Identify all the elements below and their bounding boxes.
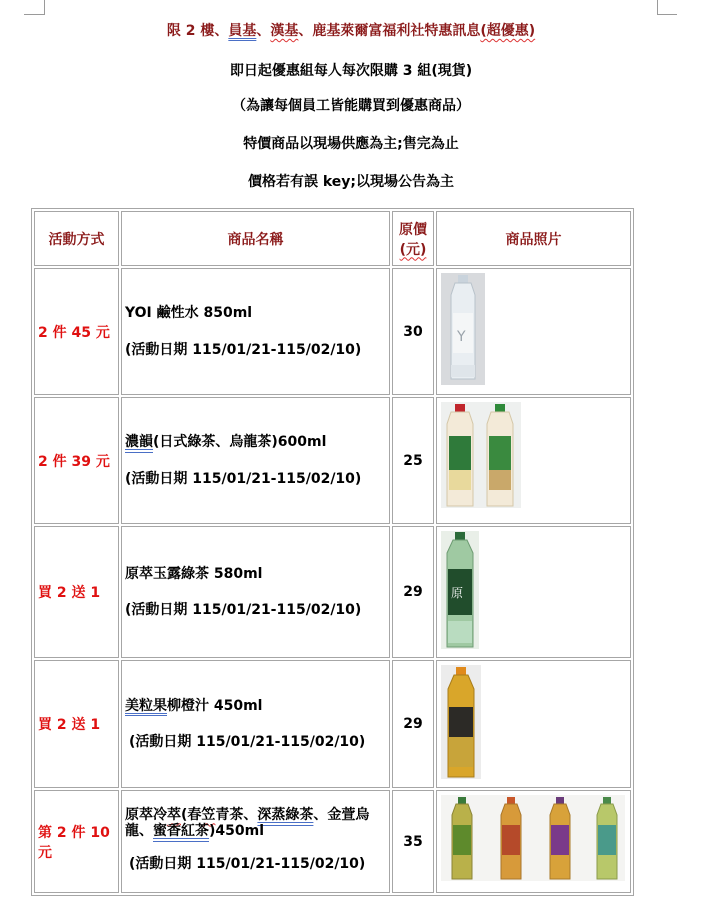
table-header-row	[34, 211, 631, 266]
purchase-reason-line: （為讓每個員工皆能購買到優惠商品）	[232, 98, 470, 114]
svg-text:Y: Y	[457, 329, 466, 345]
name-part: 萃	[167, 807, 181, 824]
yoi-water-bottle-image	[441, 273, 485, 385]
original-price: 29	[392, 526, 434, 658]
header-product-name: 商品名稱	[121, 211, 390, 266]
table-row	[34, 526, 631, 658]
title-word-2: 漢基	[270, 23, 299, 39]
name-part: 龍、	[125, 823, 153, 840]
product-name: YOI 鹼性水 850ml	[125, 305, 253, 322]
name-part: 深蒸綠茶	[257, 807, 314, 824]
product-photo	[436, 790, 631, 893]
original-price: 29	[392, 660, 434, 788]
title-prefix: 限 2 樓、	[166, 23, 229, 39]
header-price-top: 原價	[399, 221, 427, 238]
product-name-cell	[121, 660, 390, 788]
promotion-table	[31, 208, 634, 896]
promo-period: (活動日期 115/01/21-115/02/10)	[129, 734, 366, 750]
header-price-bottom: (元)	[399, 241, 427, 258]
header-original-price	[392, 211, 434, 266]
name-part: 、金萱烏	[313, 807, 370, 824]
name-part: 原萃冷	[125, 807, 167, 824]
product-name-prefix: 濃韻	[125, 434, 153, 451]
name-part: )450ml	[209, 823, 265, 840]
promo-method: 第 2 件 10 元	[34, 790, 119, 893]
yuancui-green-tea-bottle-image	[441, 531, 479, 649]
product-name-cell	[121, 268, 390, 395]
product-name-cell	[121, 790, 390, 893]
header-method: 活動方式	[34, 211, 119, 266]
nongyun-tea-bottles-image	[441, 402, 521, 508]
purchase-limit-line: 即日起優惠組每人每次限購 3 組(現貨)	[229, 63, 473, 79]
product-name: 原萃玉露綠茶 580ml	[125, 565, 263, 582]
price-notice-line: 價格若有誤 key;以現場公告為主	[247, 174, 455, 190]
promo-period: (活動日期 115/01/21-115/02/10)	[125, 602, 362, 618]
title-middle: 、鹿基萊爾富福利社特惠訊息	[298, 23, 481, 39]
header-product-photo: 商品照片	[436, 211, 631, 266]
product-name-rest: 柳橙汁 450ml	[167, 697, 263, 714]
product-name-cell	[121, 397, 390, 524]
name-part: 笠	[201, 807, 216, 824]
promo-method: 2 件 39 元	[34, 397, 119, 524]
product-name	[125, 807, 389, 839]
product-photo	[436, 526, 631, 658]
table-row	[34, 397, 631, 524]
promo-method: 買 2 送 1	[34, 526, 119, 658]
promo-method: 買 2 送 1	[34, 660, 119, 788]
product-photo	[436, 397, 631, 524]
name-part: 青茶、	[215, 807, 258, 824]
crop-mark-top-left	[24, 14, 44, 15]
product-name	[125, 434, 389, 450]
original-price: 35	[392, 790, 434, 893]
yuancui-cold-brew-bottles-image	[441, 795, 625, 881]
title-separator: 、	[256, 23, 271, 39]
name-part: (春	[181, 807, 202, 824]
promo-period: (活動日期 115/01/21-115/02/10)	[129, 855, 366, 872]
promo-period: (活動日期 115/01/21-115/02/10)	[125, 470, 362, 487]
title-word-3: (超優惠)	[480, 23, 536, 39]
orange-juice-bottle-image	[441, 665, 481, 779]
crop-mark-top-right	[657, 14, 677, 15]
promo-method: 2 件 45 元	[34, 268, 119, 395]
original-price: 30	[392, 268, 434, 395]
announcement-title	[0, 20, 702, 40]
product-name-prefix: 美粒果	[125, 697, 167, 714]
crop-mark-top-right-vertical	[657, 0, 658, 15]
original-price: 25	[392, 397, 434, 524]
table-row	[34, 268, 631, 395]
product-name-cell	[121, 526, 390, 658]
product-name-rest: (日式綠茶、烏龍茶)600ml	[153, 434, 327, 451]
product-photo	[436, 660, 631, 788]
title-word-1: 員基	[228, 23, 257, 39]
name-part: 蜜香紅茶	[153, 823, 209, 840]
crop-mark-top-left-vertical	[44, 0, 45, 15]
promo-period: (活動日期 115/01/21-115/02/10)	[125, 341, 362, 358]
table-row	[34, 790, 631, 893]
stock-notice-line: 特價商品以現場供應為主;售完為止	[243, 136, 459, 152]
svg-text:原: 原	[451, 586, 464, 600]
table-row	[34, 660, 631, 788]
product-name	[125, 698, 389, 714]
product-photo	[436, 268, 631, 395]
